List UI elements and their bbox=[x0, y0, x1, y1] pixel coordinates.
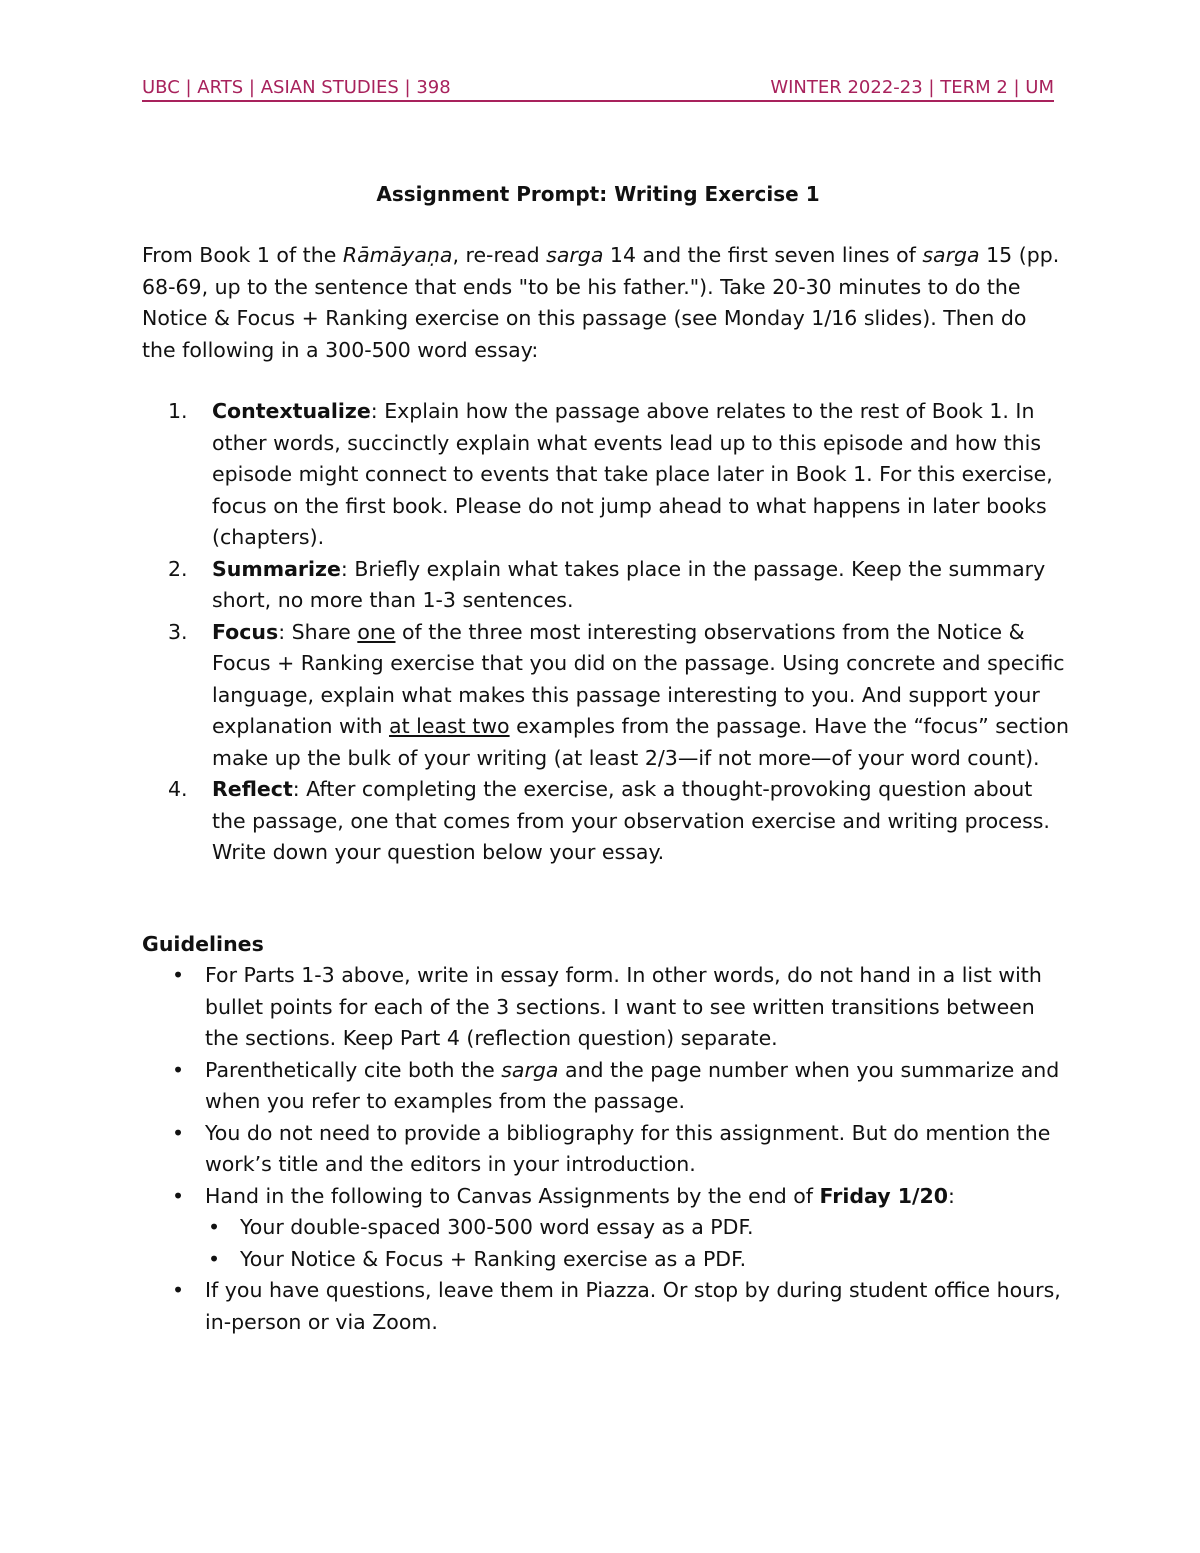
step-number: 4. bbox=[168, 777, 188, 801]
step-text: : Explain how the passage above relates to the rest of Book 1. In other words, succinctly explain what events lead up to this episode and how this episode might connect to events that take place later in Book 1. For this exercise, focus on the first book. Please do not jump ahead to what happens in later books (chapters). bbox=[212, 399, 1053, 549]
guideline-text: Your Notice & Focus + Ranking exercise as a PDF. bbox=[240, 1246, 747, 1271]
step-label: Reflect bbox=[212, 777, 293, 801]
guideline-item bbox=[142, 960, 1072, 1055]
step-label: Summarize bbox=[212, 556, 341, 581]
step-text-1: : Share bbox=[278, 619, 358, 644]
step-number: 1. bbox=[168, 399, 188, 423]
bullet-icon: • bbox=[172, 1183, 185, 1208]
guideline-text: You do not need to provide a bibliography for this assignment. But do mention the work’s title and the editors in your introduction. bbox=[205, 1120, 1051, 1176]
bullet-icon: • bbox=[172, 1278, 185, 1302]
intro-paragraph bbox=[142, 240, 1062, 366]
guideline-text-1: Hand in the following to Canvas Assignments by the end of bbox=[205, 1183, 820, 1208]
guidelines-list bbox=[142, 960, 1072, 1338]
bullet-icon: • bbox=[208, 1215, 221, 1239]
step-number: 2. bbox=[168, 556, 188, 581]
guideline-text-1: Parenthetically cite both the bbox=[205, 1057, 502, 1082]
guideline-deadline: Friday 1/20 bbox=[819, 1183, 949, 1208]
intro-text-1: From Book 1 of the bbox=[142, 243, 343, 267]
intro-text-4: 15 (pp. 68-69, up to the sentence that ends "to be his father."). Take 20-30 minutes to do the Notice & Focus + Ranking exercise on this passage (see Monday 1/16 slides). Then do the following in a 300-500 word essay: bbox=[142, 243, 1060, 362]
guideline-subitem bbox=[142, 1212, 1072, 1244]
guideline-item bbox=[142, 1055, 1072, 1118]
step-text: : Briefly explain what takes place in the passage. Keep the summary short, no more than 1-3 sentences. bbox=[212, 556, 1046, 612]
bullet-icon: • bbox=[172, 963, 185, 987]
step-summarize bbox=[142, 554, 1072, 617]
guideline-subitem bbox=[142, 1244, 1072, 1276]
step-emphasis-one: one bbox=[357, 619, 396, 644]
header-term: WINTER 2022-23 | TERM 2 | UM bbox=[770, 77, 1054, 98]
guideline-item bbox=[142, 1181, 1072, 1213]
intro-work-title: Rāmāyaṇa bbox=[342, 243, 453, 267]
bullet-icon: • bbox=[172, 1057, 185, 1082]
step-reflect bbox=[142, 774, 1072, 869]
assignment-title: Assignment Prompt: Writing Exercise 1 bbox=[376, 182, 820, 206]
bullet-icon: • bbox=[172, 1120, 185, 1145]
steps-list bbox=[142, 396, 1072, 869]
intro-text-2: , re-read bbox=[452, 243, 547, 267]
guideline-text-2: : bbox=[948, 1183, 955, 1208]
guideline-text: For Parts 1-3 above, write in essay form. In other words, do not hand in a list with bullet points for each of the 3 sections. I want to see written transitions between the sections. Keep Part 4 (reflection question) separate. bbox=[205, 963, 1042, 1050]
bullet-icon: • bbox=[208, 1246, 221, 1271]
guidelines-heading: Guidelines bbox=[142, 932, 264, 956]
page-header bbox=[142, 76, 1054, 102]
intro-sarga-2: sarga bbox=[922, 243, 980, 267]
step-number: 3. bbox=[168, 619, 188, 644]
step-text: : After completing the exercise, ask a thought-provoking question about the passage, one that comes from your observation exercise and writing process. Write down your question below your essay. bbox=[212, 777, 1050, 864]
guideline-item bbox=[142, 1275, 1072, 1338]
step-label: Focus bbox=[212, 619, 279, 644]
step-emphasis-two: at least two bbox=[389, 714, 510, 738]
header-course: UBC | ARTS | ASIAN STUDIES | 398 bbox=[142, 77, 451, 98]
step-label: Contextualize bbox=[212, 399, 371, 423]
guideline-emphasis: sarga bbox=[501, 1057, 559, 1082]
step-text-3: examples from the passage. Have the “focus” section make up the bulk of your writing (at least 2/3—if not more—of your word count). bbox=[212, 714, 1070, 770]
step-focus bbox=[142, 617, 1072, 775]
guideline-text-2: and the page number when you summarize and when you refer to examples from the passage. bbox=[205, 1057, 1060, 1113]
guideline-text: If you have questions, leave them in Piazza. Or stop by during student office hours, in-person or via Zoom. bbox=[205, 1278, 1061, 1334]
guideline-item bbox=[142, 1118, 1072, 1181]
step-text-2: of the three most interesting observations from the Notice & Focus + Ranking exercise that you did on the passage. Using concrete and specific language, explain what makes this passage interesting to you. And support your explanation with bbox=[212, 619, 1065, 738]
guideline-text: Your double-spaced 300-500 word essay as a PDF. bbox=[240, 1215, 754, 1239]
intro-text-3: 14 and the first seven lines of bbox=[603, 243, 923, 267]
step-contextualize bbox=[142, 396, 1072, 554]
intro-sarga-1: sarga bbox=[546, 243, 604, 267]
